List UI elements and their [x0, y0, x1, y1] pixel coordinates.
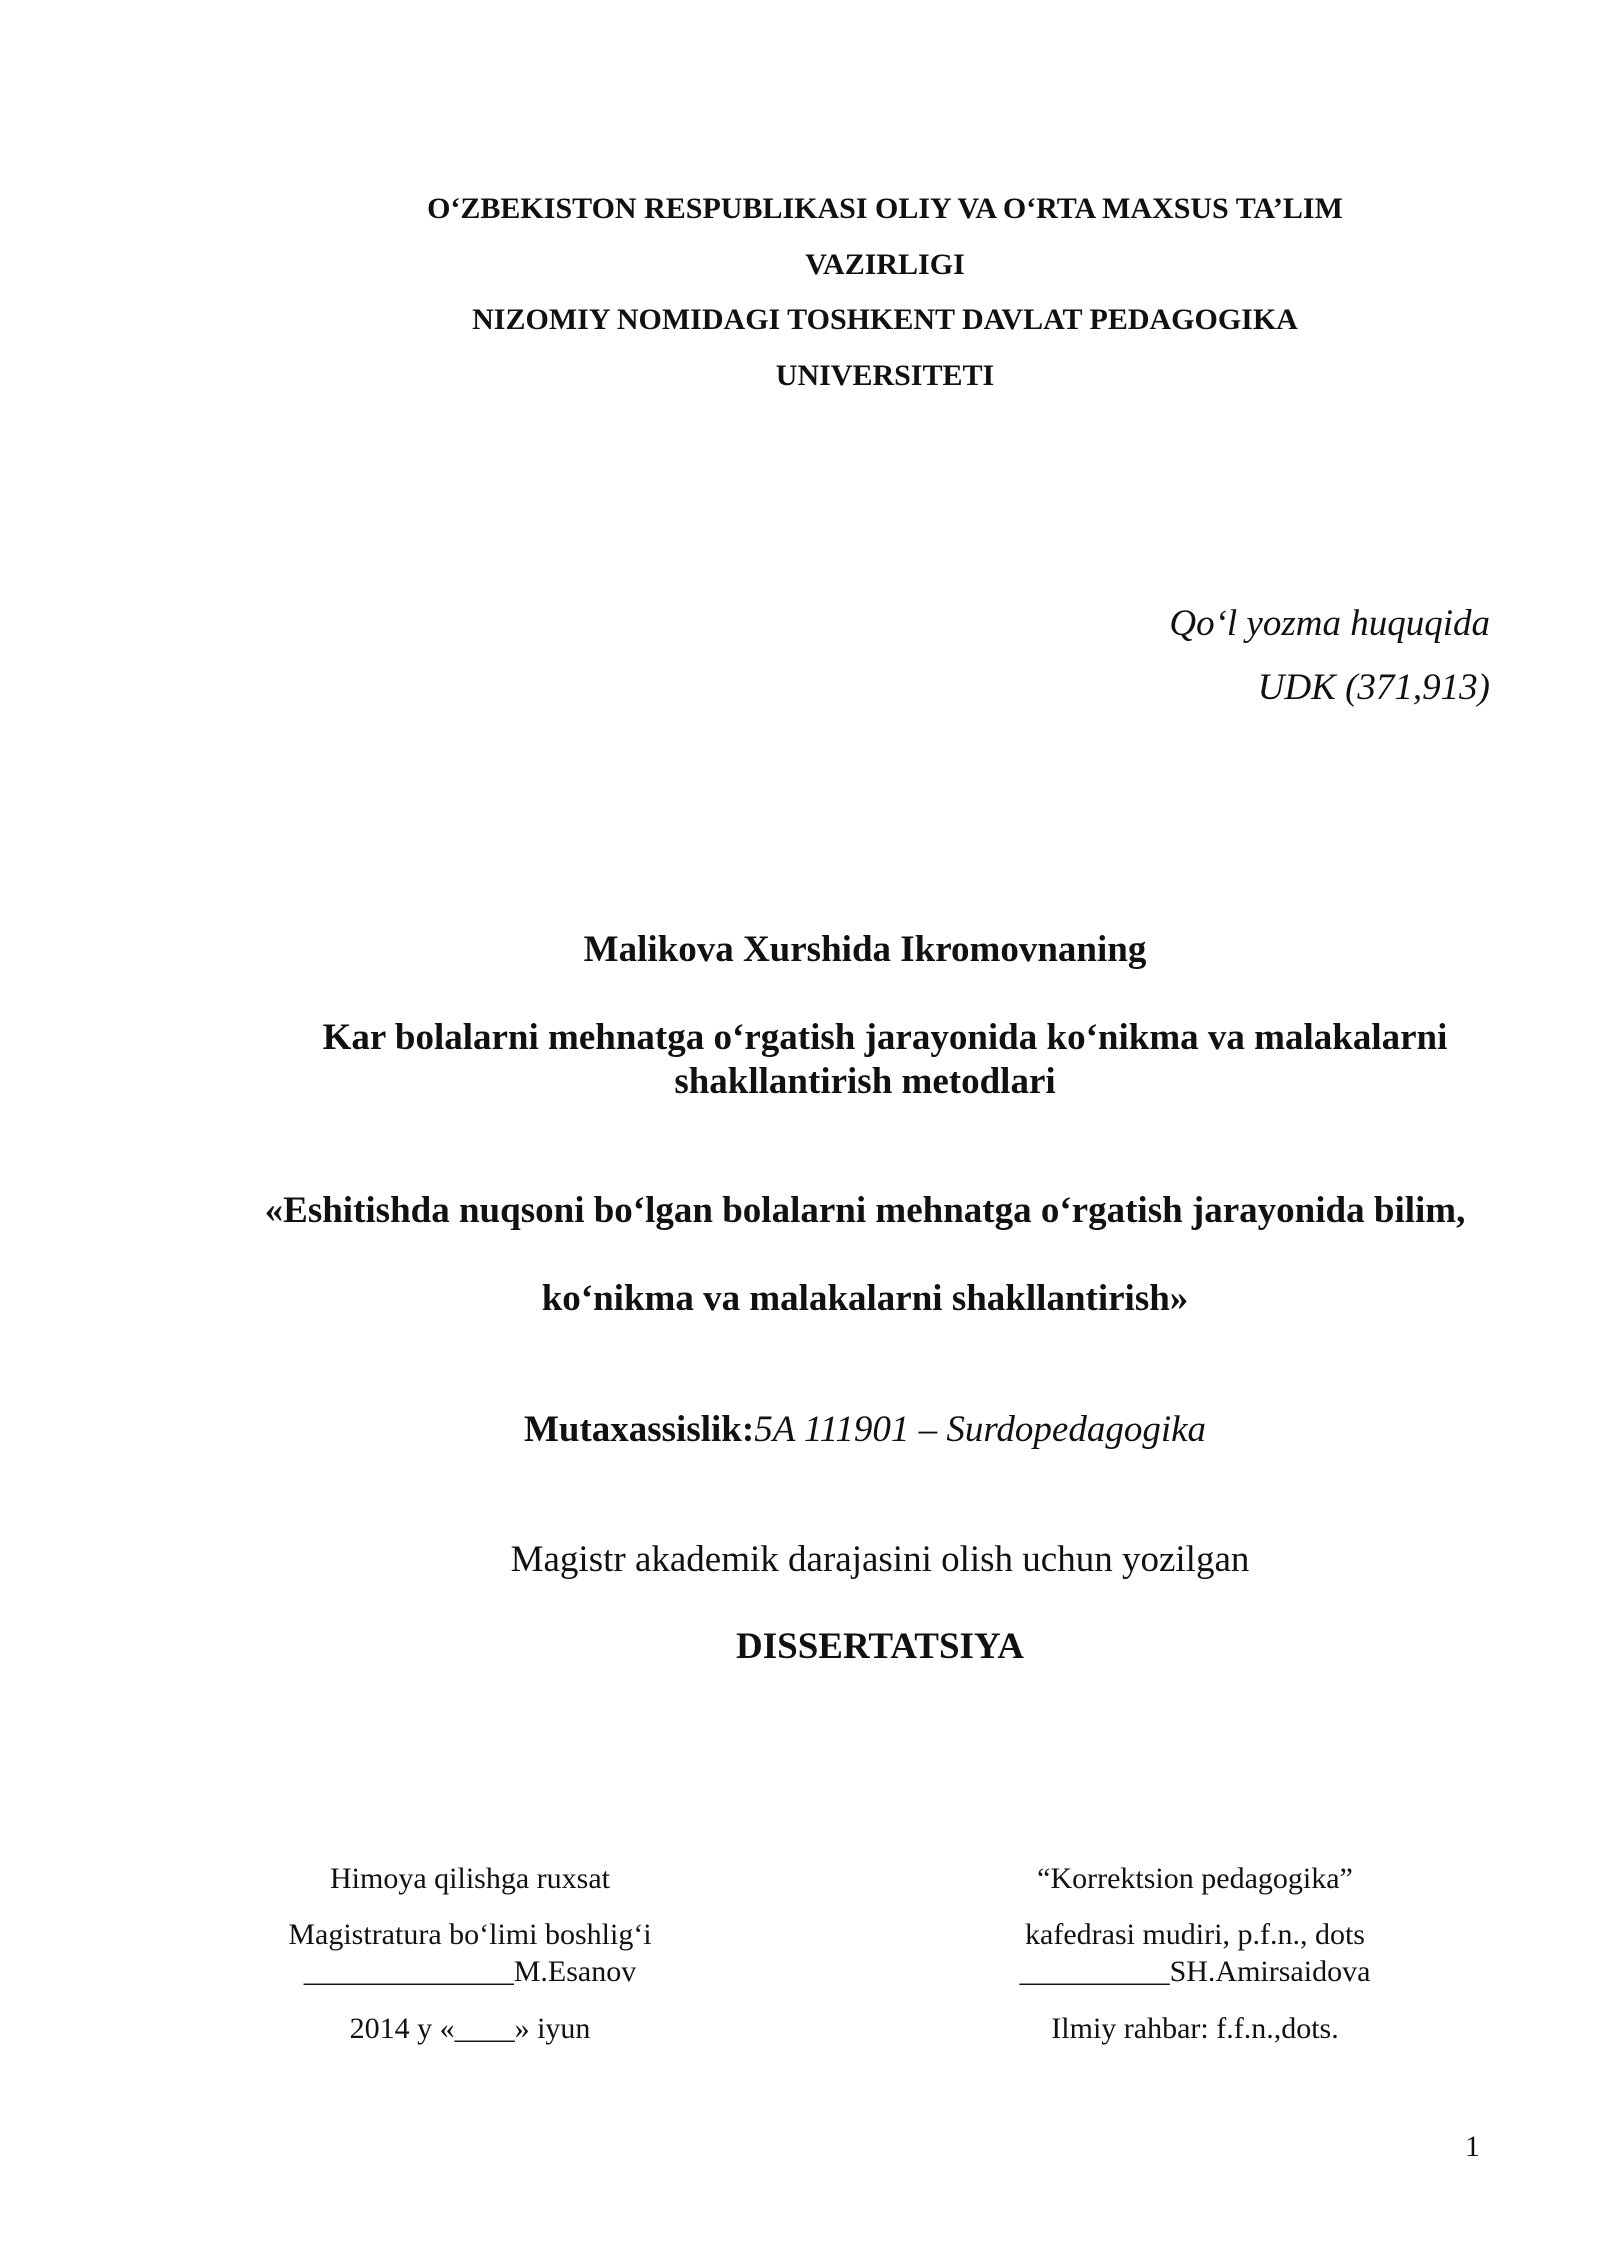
- ministry-line-2: VAZIRLIGI: [805, 248, 965, 281]
- ministry-line-1: O‘ZBEKISTON RESPUBLIKASI OLIY VA O‘RTA MAXSUS TA’LIM: [427, 192, 1343, 225]
- author-name: Malikova Xurshida Ikromovnaning: [583, 929, 1147, 970]
- chair-head-title: kafedrasi mudiri, p.f.n., dots: [1025, 1918, 1365, 1951]
- specialty: [0, 1408, 1600, 1451]
- approval-date: 2014 y «____» iyun: [349, 2012, 591, 2045]
- document-type: DISSERTATSIYA: [736, 1626, 1024, 1667]
- university-line-2: UNIVERSITETI: [775, 359, 995, 392]
- manuscript-rights: Qo‘l yozma huquqida: [1169, 603, 1490, 644]
- department-head-signature: ______________M.Esanov: [303, 1955, 637, 1988]
- udk-code: UDK (371,913): [1257, 667, 1490, 708]
- subtitle-line-1: «Eshitishda nuqsoni bo‘lgan bolalarni mehnatga o‘rgatish jarayonida bilim,: [264, 1190, 1466, 1231]
- specialty-label: Mutaxassislik:: [523, 1409, 755, 1450]
- chair-head-signature: __________SH.Amirsaidova: [1019, 1955, 1371, 1988]
- specialty-value: 5A 111901 – Surdopedagogika: [754, 1409, 1207, 1450]
- topic-line-2: shakllantirish metodlari: [674, 1061, 1056, 1102]
- topic-line-1: Kar bolalarni mehnatga o‘rgatish jarayonida ko‘nikma va malakalarni: [322, 1017, 1448, 1058]
- department-head-title: Magistratura bo‘limi boshlig‘i: [288, 1918, 652, 1951]
- degree-statement: Magistr akademik darajasini olish uchun yozilgan: [510, 1539, 1250, 1580]
- defense-permission: Himoya qilishga ruxsat: [330, 1862, 610, 1895]
- university-line-1: NIZOMIY NOMIDAGI TOSHKENT DAVLAT PEDAGOGIKA: [472, 303, 1298, 336]
- subtitle-line-2: ko‘nikma va malakalarni shakllantirish»: [541, 1278, 1189, 1319]
- page-number: 1: [1465, 2130, 1480, 2163]
- chair-name: “Korrektsion pedagogika”: [1037, 1862, 1353, 1895]
- scientific-advisor: Ilmiy rahbar: f.f.n.,dots.: [1051, 2012, 1339, 2045]
